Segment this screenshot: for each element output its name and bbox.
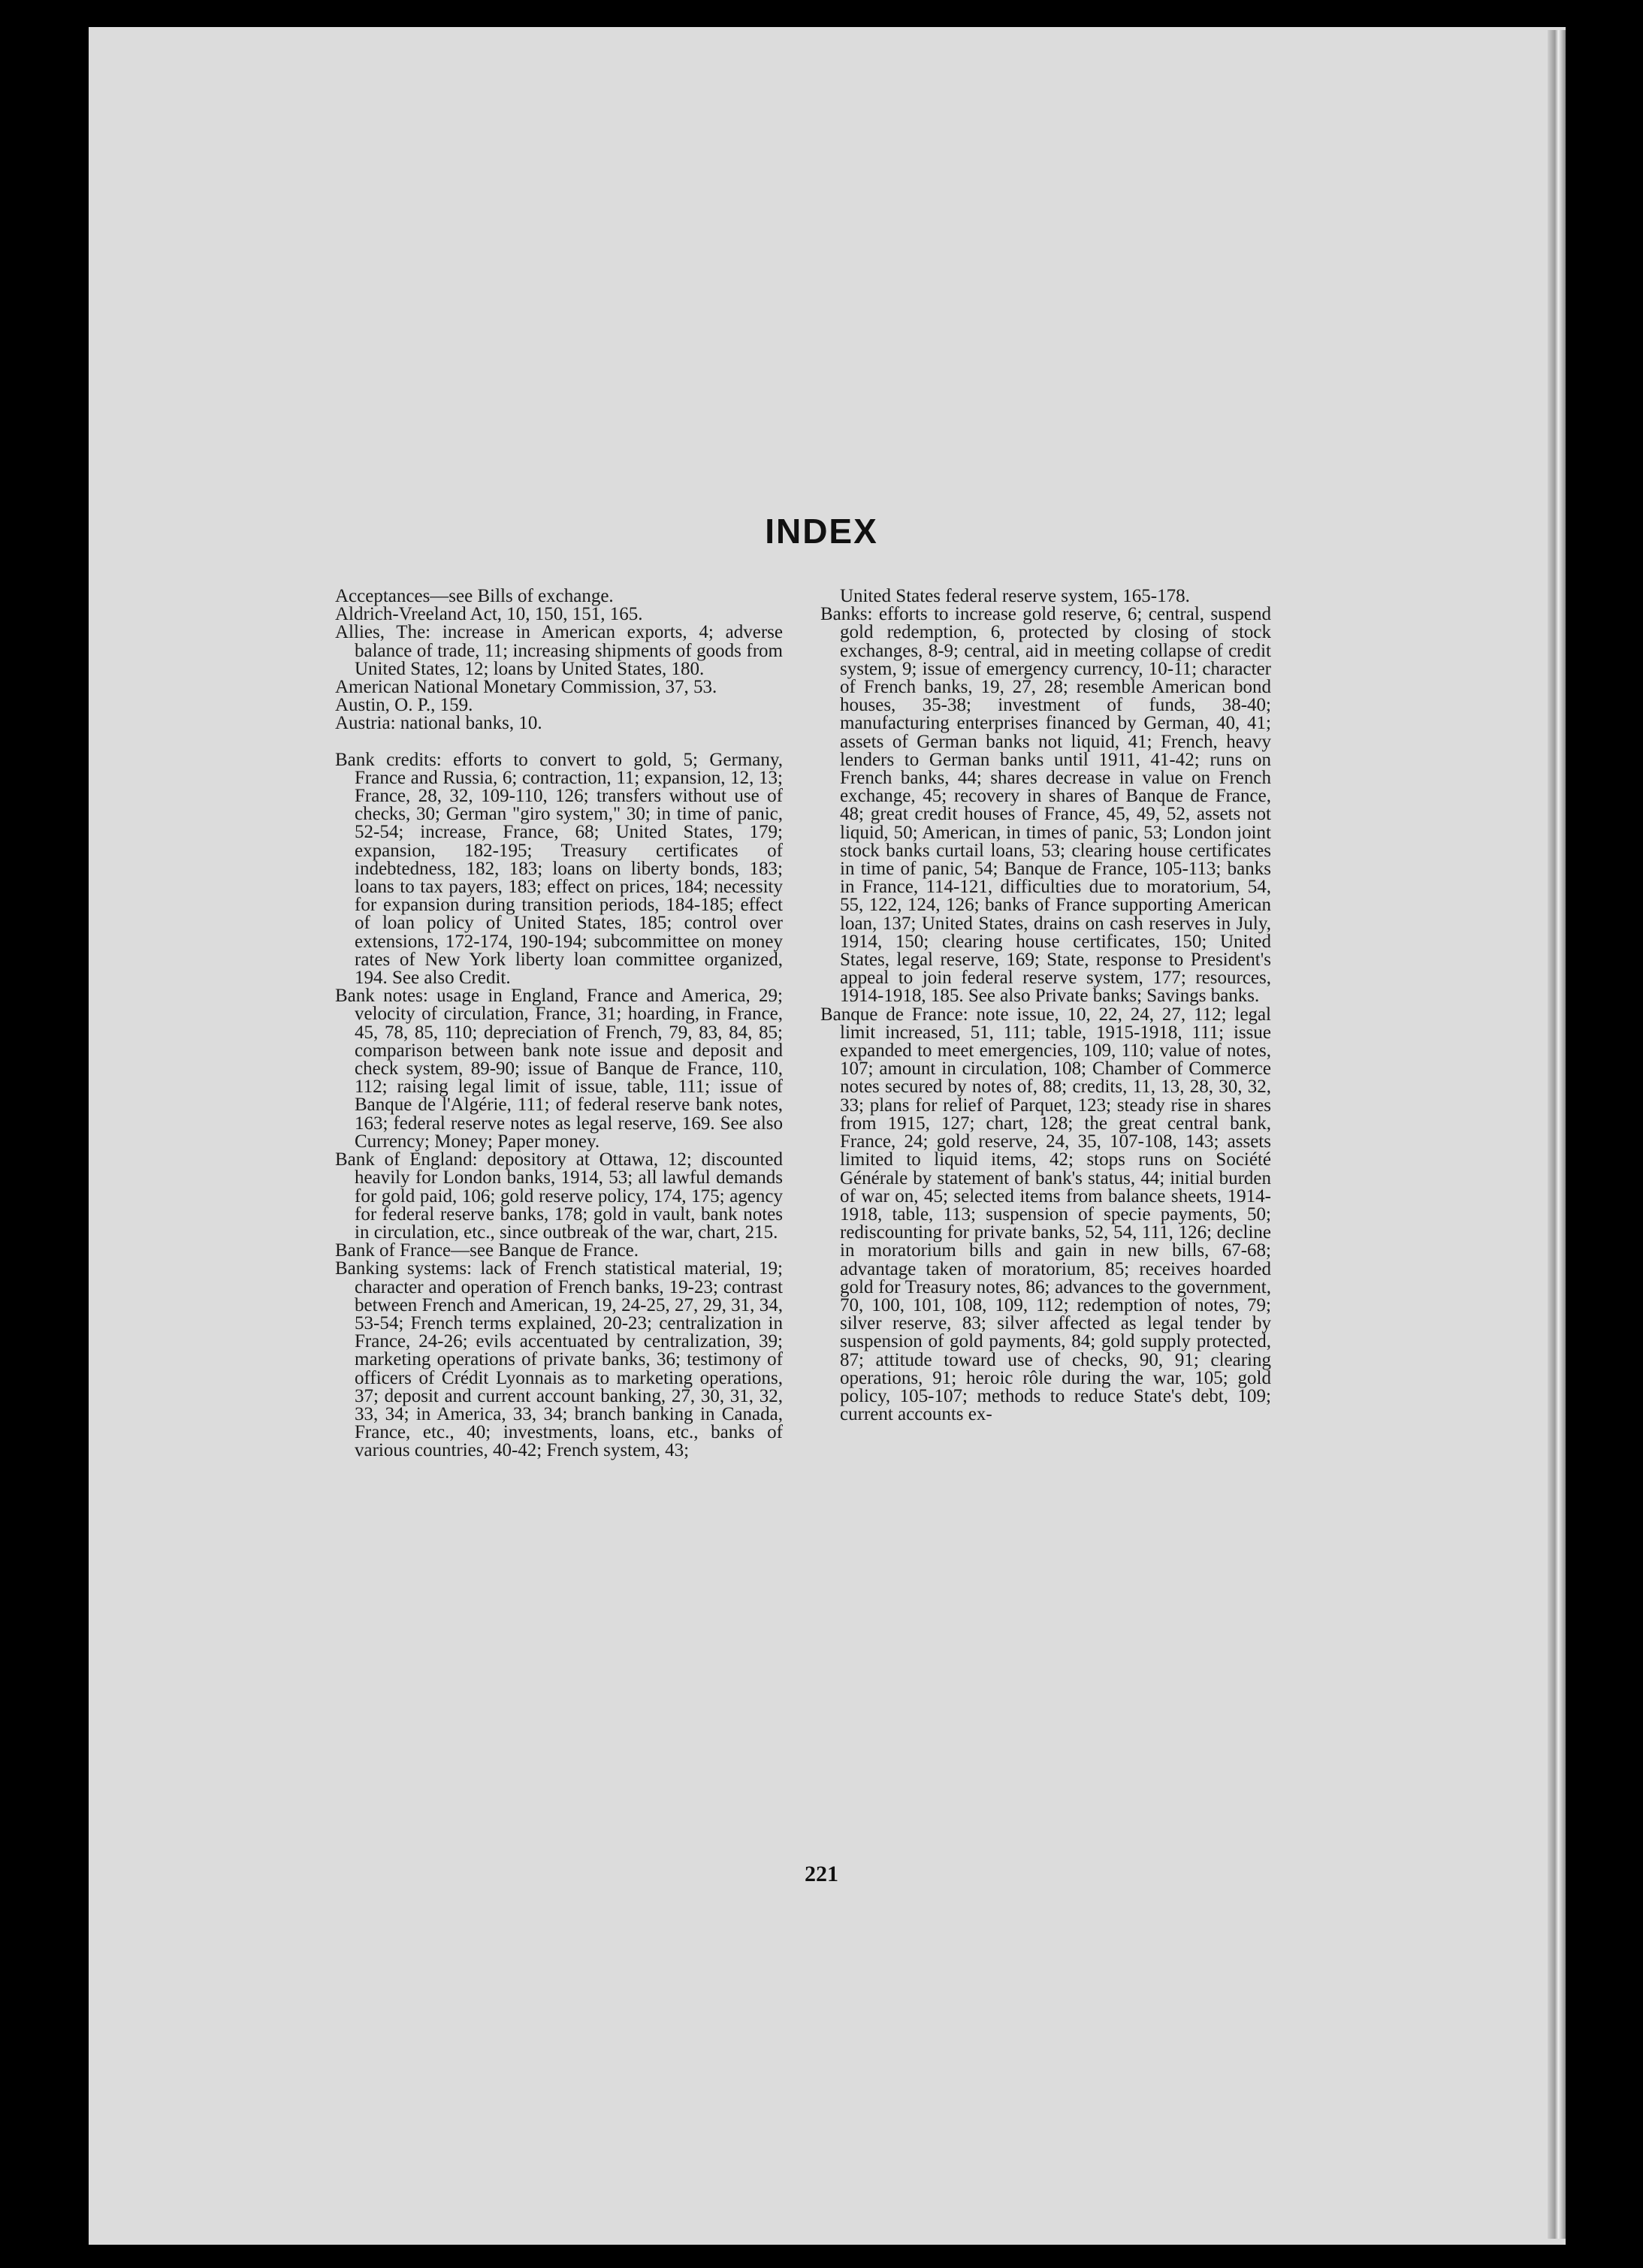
index-column-left bbox=[335, 587, 783, 1460]
index-entry: Bank of England: depository at Ottawa, 12; discounted heavily for London banks, 1914, 53; all lawful demands for gold paid, 106; gold reserve policy, 174, 175; agency for federal reserve banks, 178; gold in vault, bank notes in circulation, etc., since outbreak of the war, chart, 215. bbox=[335, 1149, 783, 1243]
index-entry: Allies, The: increase in American exports, 4; adverse balance of trade, 11; increasing shipments of goods from United States, 12; loans by United States, 180. bbox=[335, 622, 783, 679]
page-edge bbox=[1548, 30, 1566, 2239]
index-entry: Aldrich-Vreeland Act, 10, 150, 151, 165. bbox=[335, 604, 643, 625]
index-entry: Acceptances—see Bills of exchange. bbox=[335, 586, 614, 606]
index-entry: Austria: national banks, 10. bbox=[335, 713, 542, 734]
page-number: 221 bbox=[805, 1862, 838, 1886]
index-entry: Banque de France: note issue, 10, 22, 24, 27, 112; legal limit increased, 51, 111; table, 1915-1918, 111; issue expanded to meet emergencies, 109, 110; value of notes, 107; amount in circulation, 108; Chamber of Commerce notes secured by notes of, 88; credits, 11, 13, 28, 30, 32, 33; plans for relief of Parquet, 123; steady rise in shares from 1915, 127; chart, 128; the great central bank, France, 24; gold reserve, 24, 35, 107-108, 143; assets limited to liquid items, 42; stops runs on Société Générale by statement of bank's status, 44; initial burden of war on, 45; selected items from balance sheets, 1914-1918, table, 113; suspension of specie payments, 50; rediscounting for private banks, 52, 54, 111, 126; decline in moratorium bills and gain in new bills, 67-68; advantage taken of moratorium, 85; receives hoarded gold for Treasury notes, 86; advances to the government, 70, 100, 101, 108, 109, 112; redemption of notes, 79; silver reserve, 83; silver affected as legal tender by suspension of gold payments, 84; gold supply protected, 87; attitude toward use of checks, 90, 91; clearing operations, 91; heroic rôle during the war, 105; gold policy, 105-107; methods to reduce State's debt, 109; current accounts ex- bbox=[820, 1004, 1271, 1425]
index-column-right bbox=[820, 587, 1271, 1424]
index-entry: Bank credits: efforts to convert to gold, 5; Germany, France and Russia, 6; contraction, 11; expansion, 12, 13; France, 28, 32, 109-110, 126; transfers without use of checks, 30; German "giro system," 30; in time of panic, 52-54; increase, France, 68; United States, 179; expansion, 182-195; Treasury certificates of indebtedness, 182, 183; loans on liberty bonds, 183; loans to tax payers, 183; effect on prices, 184; necessity for expansion during transition periods, 184-185; effect of loan policy of United States, 185; control over extensions, 172-174, 190-194; subcommittee on money rates of New York liberty loan committee organized, 194. See also Credit. bbox=[335, 749, 783, 989]
index-entry: American National Monetary Commission, 37, 53. bbox=[335, 677, 717, 698]
index-entry: Banking systems: lack of French statistical material, 19; character and operation of French banks, 19-23; contrast between French and American, 19, 24-25, 27, 29, 31, 34, 53-54; French terms explained, 20-23; centralization in France, 24-26; evils accentuated by centralization, 39; marketing operations of private banks, 36; testimony of officers of Crédit Lyonnais as to marketing operations, 37; deposit and current account banking, 27, 30, 31, 32, 33, 34; in America, 33, 34; branch banking in Canada, France, etc., 40; investments, loans, etc., banks of various countries, 40-42; French system, 43; bbox=[335, 1258, 783, 1461]
index-entry: Banks: efforts to increase gold reserve, 6; central, suspend gold redemption, 6, protected by closing of stock exchanges, 8-9; central, aid in meeting collapse of credit system, 9; issue of emergency currency, 10-11; character of French banks, 19, 27, 28; resemble American bond houses, 35-38; investment of funds, 38-40; manufacturing enterprises financed by German, 40, 41; assets of German banks not liquid, 41; French, heavy lenders to German banks until 1911, 41-42; runs on French banks, 44; shares decrease in value on French exchange, 45; recovery in shares of Banque de France, 48; great credit houses of France, 45, 49, 52, assets not liquid, 50; American, in times of panic, 53; London joint stock banks curtail loans, 53; clearing house certificates in time of panic, 54; Banque de France, 105-113; banks in France, 114-121, difficulties due to moratorium, 54, 55, 122, 124, 126; banks of France supporting American loan, 137; United States, drains on cash reserves in July, 1914, 150; clearing house certificates, 150; United States, legal reserve, 169; State, response to President's appeal to join federal reserve system, 177; resources, 1914-1918, 185. See also Private banks; Savings banks. bbox=[820, 604, 1271, 1007]
index-entry: Austin, O. P., 159. bbox=[335, 695, 473, 716]
index-entry: Bank notes: usage in England, France and America, 29; velocity of circulation, France, 31; hoarding, in France, 45, 78, 85, 110; depreciation of French, 79, 83, 84, 85; comparison between bank note issue and deposit and check system, 89-90; issue of Banque de France, 110, 112; raising legal limit of issue, table, 111; issue of Banque de l'Algérie, 111; of federal reserve bank notes, 163; federal reserve notes as legal reserve, 169. See also Currency; Money; Paper money. bbox=[335, 986, 783, 1152]
index-entry: Bank of France—see Banque de France. bbox=[335, 1240, 639, 1261]
index-entry-continued: United States federal reserve system, 165-178. bbox=[840, 586, 1190, 606]
index-title: INDEX bbox=[765, 512, 878, 551]
